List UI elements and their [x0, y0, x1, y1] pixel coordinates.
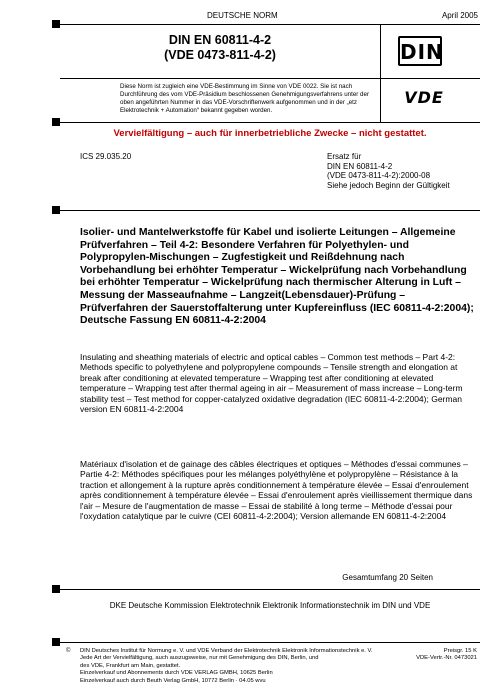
replacement-info — [327, 152, 450, 190]
rule-below-title — [60, 78, 480, 79]
corner-marker-notice — [52, 118, 60, 126]
german-title: Isolier- und Mantelwerkstoffe für Kabel und isolierte Leitungen – Allgemeine Prüfverfahren – Teil 4-2: Besondere Verfahren für Polyethylen- und Polypropylen-Mischungen – Zugfestigkeit und Reißdehnung nach Vorbehandlung bei erhöhter Temperatur – Wickelprüfung nach Vorbehandlung bei erhöhter Temperatur – Wickelprüfung nach thermischer Alterung in Luft – Messung der Masseaufnahme – Langzeit(Lebensdauer)-Prüfung – Prüfverfahren der Sauerstoffalterung unter Kupfereinfluss (IEC 60811-4-2:2004); Deutsche Fassung EN 60811-4-2:2004 — [80, 227, 474, 327]
publication-date: April 2005 — [441, 11, 478, 20]
price-info — [416, 648, 477, 663]
footer-line: Einzelverkauf auch durch Beuth Verlag GmbH, 10772 Berlin · 04.05 wvu — [80, 677, 266, 684]
price-group: Preisgr. 15 K — [443, 648, 477, 654]
rule-below-notice — [60, 122, 480, 123]
rule-above-footer — [60, 642, 480, 643]
rule-above-titles — [60, 210, 480, 211]
replacement-line: (VDE 0473-811-4-2):2000-08 — [327, 171, 431, 181]
vde-sales-number: VDE-Vertr.-Nr. 0473021 — [416, 655, 477, 662]
footer-line: des VDE, Frankfurt am Main, gestattet. — [80, 662, 181, 669]
total-pages: Gesamtumfang 20 Seiten — [342, 573, 433, 582]
logo-divider — [380, 24, 381, 122]
replacement-line: Siehe jedoch Beginn der Gültigkeit — [327, 180, 450, 190]
footer-line: DIN Deutsches Institut für Normung e. V. und VDE Verband der Elektrotechnik Elektronik Informationstechnik e. V. — [80, 648, 373, 654]
rule-above-dke — [60, 589, 480, 590]
vde-number: (VDE 0473-811-4-2) — [164, 48, 276, 62]
corner-marker-top — [52, 20, 60, 28]
english-title: Insulating and sheathing materials of electric and optical cables – Common test methods – Part 4-2: Methods specific to polyethylene and polypropylene compounds – Tensile strength and elongation at break after conditioning at elevated temperature – Wrapping test after conditioning at elevated temperature – Wrapping test after thermal ageing in air – Measurement of mass increase – Long-term stability test – Test method for copper-catalyzed oxidative degradation (IEC 60811-4-2:2004); German version EN 60811-4-2:2004 — [80, 352, 463, 415]
corner-marker-footer — [52, 638, 60, 646]
footer-text — [80, 648, 390, 685]
document-type-label: DEUTSCHE NORM — [207, 11, 278, 20]
standard-number: DIN EN 60811-4-2 — [168, 33, 272, 47]
footer-line: Einzelverkauf und Abonnements durch VDE VERLAG GMBH, 10625 Berlin — [80, 670, 273, 677]
vde-logo: VDE — [404, 88, 444, 107]
dke-line: DKE Deutsche Kommission Elektrotechnik Elektronik Informationstechnik im DIN und VDE — [109, 601, 431, 610]
standard-number-block — [60, 25, 380, 77]
copyright-symbol: © — [66, 648, 71, 654]
corner-marker-dke — [52, 585, 60, 593]
din-logo — [398, 36, 442, 66]
corner-marker-titles — [52, 206, 60, 214]
replacement-line: DIN EN 60811-4-2 — [327, 161, 393, 171]
ics-code: ICS 29.035.20 — [80, 152, 132, 161]
footer-line: Jede Art der Vervielfältigung, auch auszugsweise, nur mit Genehmigung des DIN, Berlin, und — [80, 655, 319, 662]
din-logo-text: DIN — [400, 40, 444, 64]
french-title: Matériaux d'isolation et de gainage des câbles électriques et optiques – Méthodes d'essai communes – Partie 4-2: Méthodes spécifiques pour les mélanges polyéthylène et polypropylène – Résistance à la traction et allongement à la rupture après conditionnement à température élevée – Essai d'enroulement après conditionnement à température élevée – Essai d'enroulement après vieillissement thermique dans l'air – Mesure de l'augmentation de masse – Essai de stabilité à long terme – Méthode d'essai pour l'oxydation catalytique par le cuivre (CEI 60811-4-2:2004); Version allemande EN 60811-4-2:2004 — [80, 459, 473, 522]
replacement-line: Ersatz für — [327, 152, 362, 161]
copy-warning: Vervielfältigung – auch für innerbetriebliche Zwecke – nicht gestattet. — [113, 128, 427, 139]
vde-notice: Diese Norm ist zugleich eine VDE-Bestimmung im Sinne von VDE 0022. Sie ist nach Durchführung des vom VDE-Präsidium beschlossenen Genehmigungsverfahrens unter der oben angeführten Nummer in das VDE-Vorschriftenwerk aufgenommen und in der „etz Elektrotechnik + Automation“ bekannt gegeben worden. — [120, 83, 370, 114]
